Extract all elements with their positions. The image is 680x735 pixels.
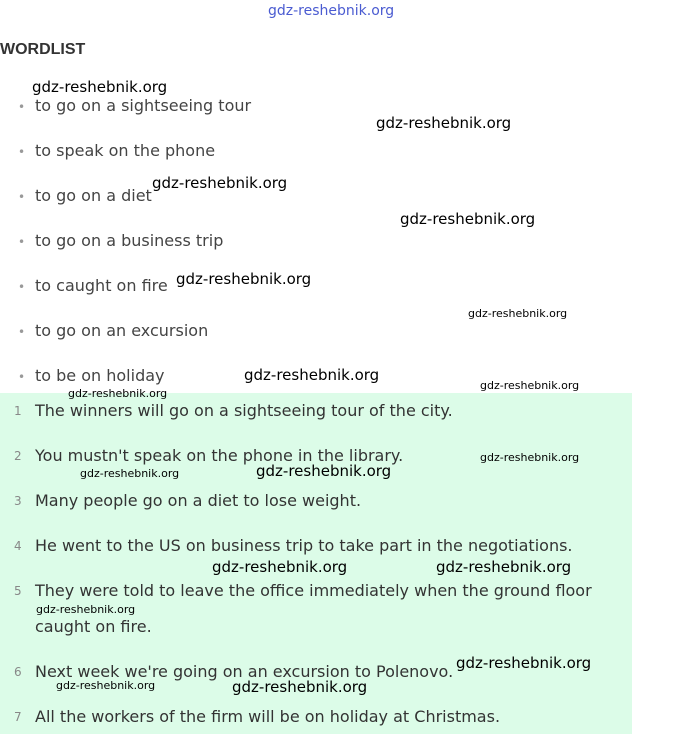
watermark: gdz-reshebnik.org	[36, 603, 136, 616]
watermark: gdz-reshebnik.org	[232, 678, 368, 696]
watermark: gdz-reshebnik.org	[56, 679, 156, 692]
bullet-icon: •	[18, 370, 26, 384]
watermark: gdz-reshebnik.org	[376, 114, 512, 132]
word-item: • to go on a sightseeing tour	[18, 96, 252, 115]
bullet-icon: •	[18, 325, 26, 339]
answers-panel	[0, 393, 632, 734]
watermark: gdz-reshebnik.org	[256, 462, 392, 480]
watermark: gdz-reshebnik.org	[152, 174, 288, 192]
watermark: gdz-reshebnik.org	[32, 78, 168, 96]
bullet-icon: •	[18, 145, 26, 159]
answer-item: 6 Next week we're going on an excursion to Polenovo.	[14, 662, 454, 681]
bullet-icon: •	[18, 280, 26, 294]
watermark: gdz-reshebnik.org	[456, 654, 592, 672]
watermark: gdz-reshebnik.org	[68, 387, 168, 400]
watermark: gdz-reshebnik.org	[244, 366, 380, 384]
word-item: • to caught on fire	[18, 276, 168, 295]
site-url-label: gdz-reshebnik.org	[268, 3, 395, 19]
wordlist-heading: WORDLIST	[0, 41, 86, 58]
answer-item: 2 You mustn't speak on the phone in the library.	[14, 446, 404, 465]
watermark: gdz-reshebnik.org	[400, 210, 536, 228]
bullet-icon: •	[18, 190, 26, 204]
word-item: • to be on holiday	[18, 366, 165, 385]
answer-item: 5 They were told to leave the office immediately when the ground floor caught on fire.	[14, 581, 592, 636]
watermark: gdz-reshebnik.org	[480, 379, 580, 392]
watermark: gdz-reshebnik.org	[212, 558, 348, 576]
answer-item: 3 Many people go on a diet to lose weight.	[14, 491, 362, 510]
bullet-icon: •	[18, 100, 26, 114]
answer-item: 7 All the workers of the firm will be on holiday at Christmas.	[14, 707, 501, 726]
answer-item: 4 He went to the US on business trip to take part in the negotiations.	[14, 536, 573, 555]
word-item: • to go on an excursion	[18, 321, 209, 340]
watermark: gdz-reshebnik.org	[468, 307, 568, 320]
watermark: gdz-reshebnik.org	[80, 467, 180, 480]
answer-item: 1 The winners will go on a sightseeing tour of the city.	[14, 401, 453, 420]
watermark: gdz-reshebnik.org	[436, 558, 572, 576]
word-item: • to go on a business trip	[18, 231, 224, 250]
word-item: • to go on a diet	[18, 186, 152, 205]
word-item: • to speak on the phone	[18, 141, 216, 160]
watermark: gdz-reshebnik.org	[176, 270, 312, 288]
bullet-icon: •	[18, 235, 26, 249]
watermark: gdz-reshebnik.org	[480, 451, 580, 464]
